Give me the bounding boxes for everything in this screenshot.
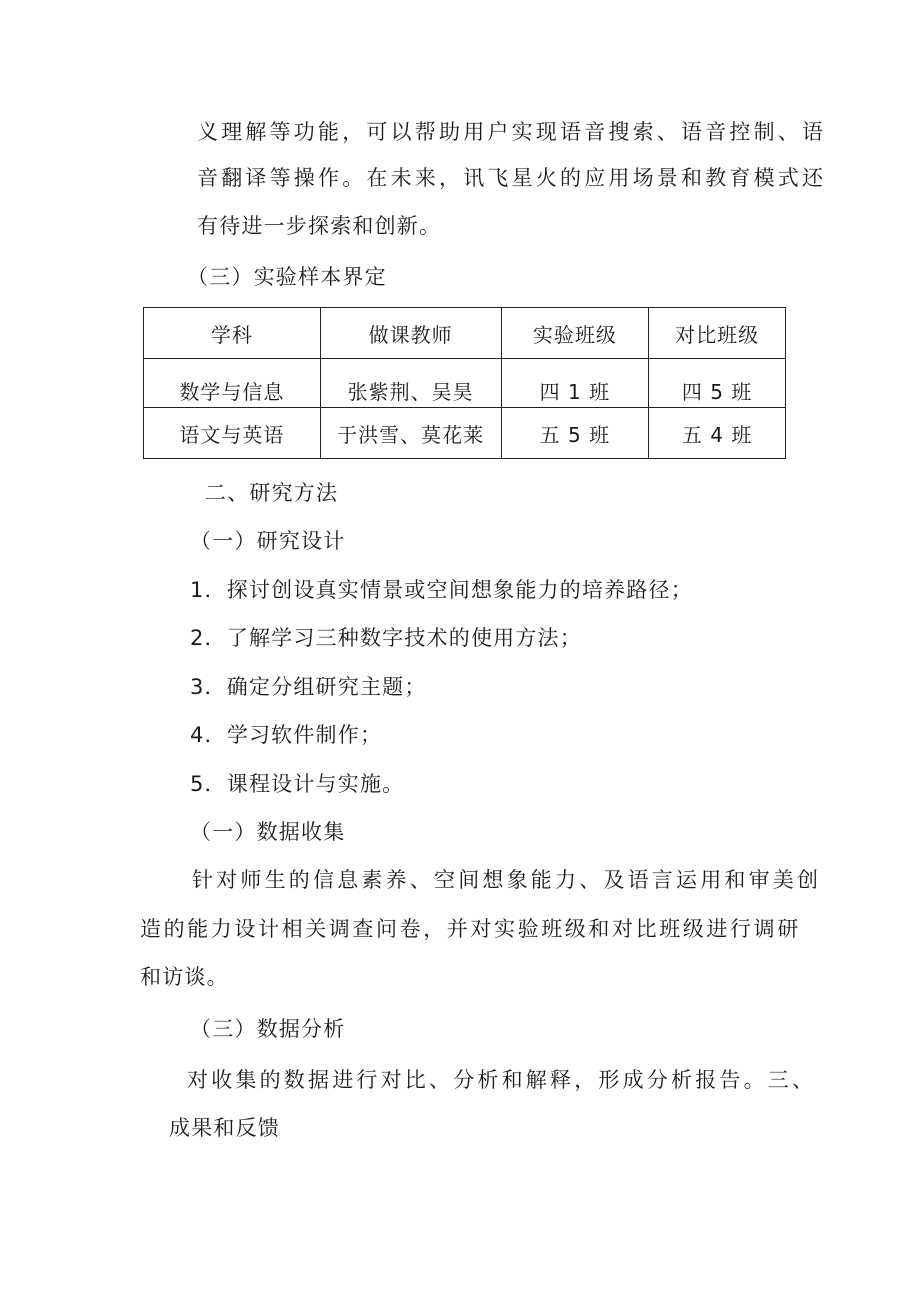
table-cell: 四 1 班: [501, 359, 649, 408]
table-row: [144, 408, 786, 459]
paragraph-line: 和访谈。: [140, 965, 229, 989]
section-heading-collect: （一）数据收集: [190, 820, 346, 844]
table-cell: 四 5 班: [649, 359, 786, 408]
paragraph-line: 针对师生的信息素养、空间想象能力、及语言运用和审美创: [192, 868, 822, 892]
header-cell-experiment-class: 实验班级: [501, 308, 649, 359]
table-cell: 张紫荆、吴昊: [320, 359, 501, 408]
header-cell-control-class: 对比班级: [649, 308, 786, 359]
section-heading-design: （一）研究设计: [190, 529, 346, 553]
table-cell: 语文与英语: [144, 408, 321, 459]
list-item: 3．确定分组研究主题；: [190, 675, 427, 699]
list-item: 5．课程设计与实施。: [190, 772, 405, 796]
table-cell: 五 5 班: [501, 408, 649, 459]
paragraph-line: 音翻译等操作。在未来，讯飞星火的应用场景和教育模式还: [197, 166, 827, 190]
header-cell-subject: 学科: [144, 308, 321, 359]
table-header-row: [144, 308, 786, 359]
table-cell: 于洪雪、莫花莱: [320, 408, 501, 459]
section-heading-method: 二、研究方法: [205, 481, 339, 505]
table-cell: 数学与信息: [144, 359, 321, 408]
paragraph-line: 造的能力设计相关调查问卷，并对实验班级和对比班级进行调研: [140, 917, 801, 941]
paragraph-line: 有待进一步探索和创新。: [197, 214, 442, 238]
list-item: 1．探讨创设真实情景或空间想象能力的培养路径；: [190, 578, 693, 602]
paragraph-line: 成果和反馈: [169, 1116, 280, 1140]
header-cell-teacher: 做课教师: [320, 308, 501, 359]
paragraph-line: 对收集的数据进行对比、分析和解释，形成分析报告。三、: [187, 1068, 817, 1092]
table-cell: 五 4 班: [649, 408, 786, 459]
table-row: [144, 359, 786, 408]
sample-table: [143, 307, 786, 459]
section-heading-sample: （三）实验样本界定: [187, 265, 387, 289]
list-item: 2．了解学习三种数字技术的使用方法；: [190, 626, 582, 650]
paragraph-line: 义理解等功能，可以帮助用户实现语音搜索、语音控制、语: [197, 120, 827, 144]
list-item: 4．学习软件制作；: [190, 723, 383, 747]
section-heading-analysis: （三）数据分析: [190, 1017, 346, 1041]
